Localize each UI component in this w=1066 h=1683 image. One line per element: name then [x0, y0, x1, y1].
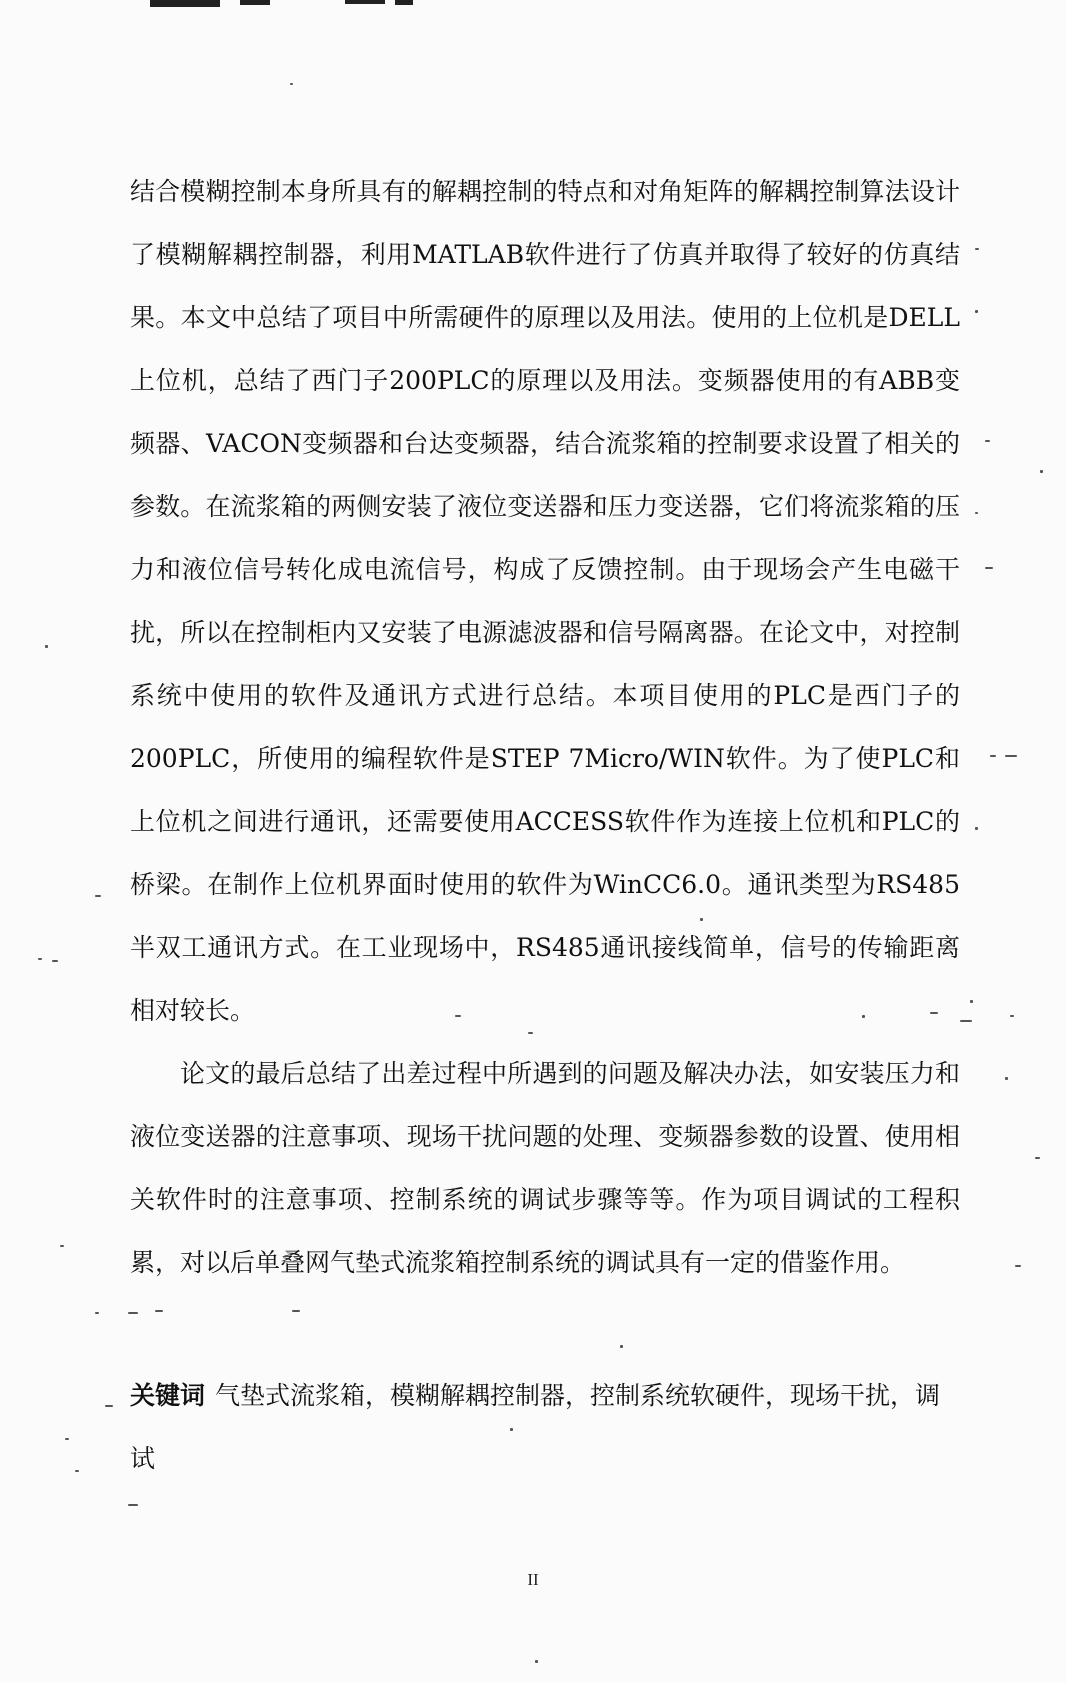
scan-speck — [700, 918, 703, 921]
abstract-paragraph-2: 论文的最后总结了出差过程中所遇到的问题及解决办法，如安装压力和液位变送器的注意事项、现场干扰问题的处理、变频器参数的设置、使用相关软件时的注意事项、控制系统的调试步骤等等。作为项目调试的工程积累，对以后单叠网气垫式流浆箱控制系统的调试具有一定的借鉴作用。 — [130, 1059, 960, 1277]
scan-speck — [985, 440, 990, 442]
page-number: II — [527, 1570, 539, 1589]
scan-speck — [975, 248, 979, 250]
scan-edge-mark — [240, 0, 270, 5]
scan-speck — [1005, 755, 1017, 757]
scan-speck — [528, 1032, 533, 1034]
scan-speck — [128, 1504, 138, 1506]
scan-speck — [105, 1405, 113, 1407]
keywords-text: 气垫式流浆箱，模糊解耦控制器，控制系统软硬件，现场干扰，调试 — [130, 1381, 941, 1473]
scan-speck — [620, 1345, 623, 1348]
scan-speck — [95, 1312, 99, 1314]
scan-speck — [1035, 1157, 1040, 1159]
abstract-body — [130, 160, 960, 1294]
scan-speck — [1040, 470, 1043, 473]
keywords-label: 关键词 — [130, 1381, 206, 1410]
scan-speck — [1005, 1077, 1008, 1080]
scan-speck — [970, 1000, 973, 1003]
scan-speck — [1015, 1265, 1021, 1267]
scan-speck — [38, 958, 42, 960]
scan-speck — [510, 1428, 513, 1431]
abstract-paragraph-1: 结合模糊控制本身所具有的解耦控制的特点和对角矩阵的解耦控制算法设计了模糊解耦控制器，利用MATLAB软件进行了仿真并取得了较好的仿真结果。本文中总结了项目中所需硬件的原理以及用法。使用的上位机是DELL上位机，总结了西门子200PLC的原理以及用法。变频器使用的有ABB变频器、VACON变频器和台达变频器，结合流浆箱的控制要求设置了相关的参数。在流浆箱的两侧安装了液位变送器和压力变送器，它们将流浆箱的压力和液位信号转化成电流信号，构成了反馈控制。由于现场会产生电磁干扰，所以在控制柜内又安装了电源滤波器和信号隔离器。在论文中，对控制系统中使用的软件及通讯方式进行总结。本项目使用的PLC是西门子的200PLC，所使用的编程软件是STEP 7Micro/WIN软件。为了使PLC和上位机之间进行通讯，还需要使用ACCESS软件作为连接上位机和PLC的桥梁。在制作上位机界面时使用的软件为WinCC6.0。通讯类型为RS485半双工通讯方式。在工业现场中，RS485通讯接线简单，信号的传输距离相对较长。 — [130, 177, 960, 1025]
scan-speck — [75, 1470, 79, 1472]
scan-speck — [128, 1312, 138, 1314]
scan-edge-mark — [395, 0, 413, 5]
scan-speck — [1010, 1015, 1014, 1017]
keywords-line — [130, 1364, 960, 1490]
scan-speck — [975, 827, 978, 830]
scan-speck — [930, 1012, 938, 1014]
scan-speck — [45, 645, 48, 648]
scan-speck — [975, 512, 978, 514]
scan-speck — [862, 1015, 865, 1018]
scan-speck — [95, 895, 101, 897]
scan-speck — [985, 567, 993, 569]
scan-speck — [65, 1438, 69, 1440]
scan-speck — [990, 755, 996, 757]
scan-speck — [960, 1020, 972, 1022]
scan-speck — [975, 310, 978, 313]
scan-edge-mark — [150, 0, 220, 7]
scan-speck — [455, 1015, 461, 1017]
scan-speck — [535, 1660, 538, 1663]
scan-edge-mark — [345, 0, 385, 4]
scan-speck — [292, 1310, 300, 1312]
scan-speck — [60, 1245, 64, 1247]
scan-speck — [52, 960, 58, 962]
scan-speck — [155, 1310, 163, 1312]
scan-speck — [290, 83, 293, 85]
